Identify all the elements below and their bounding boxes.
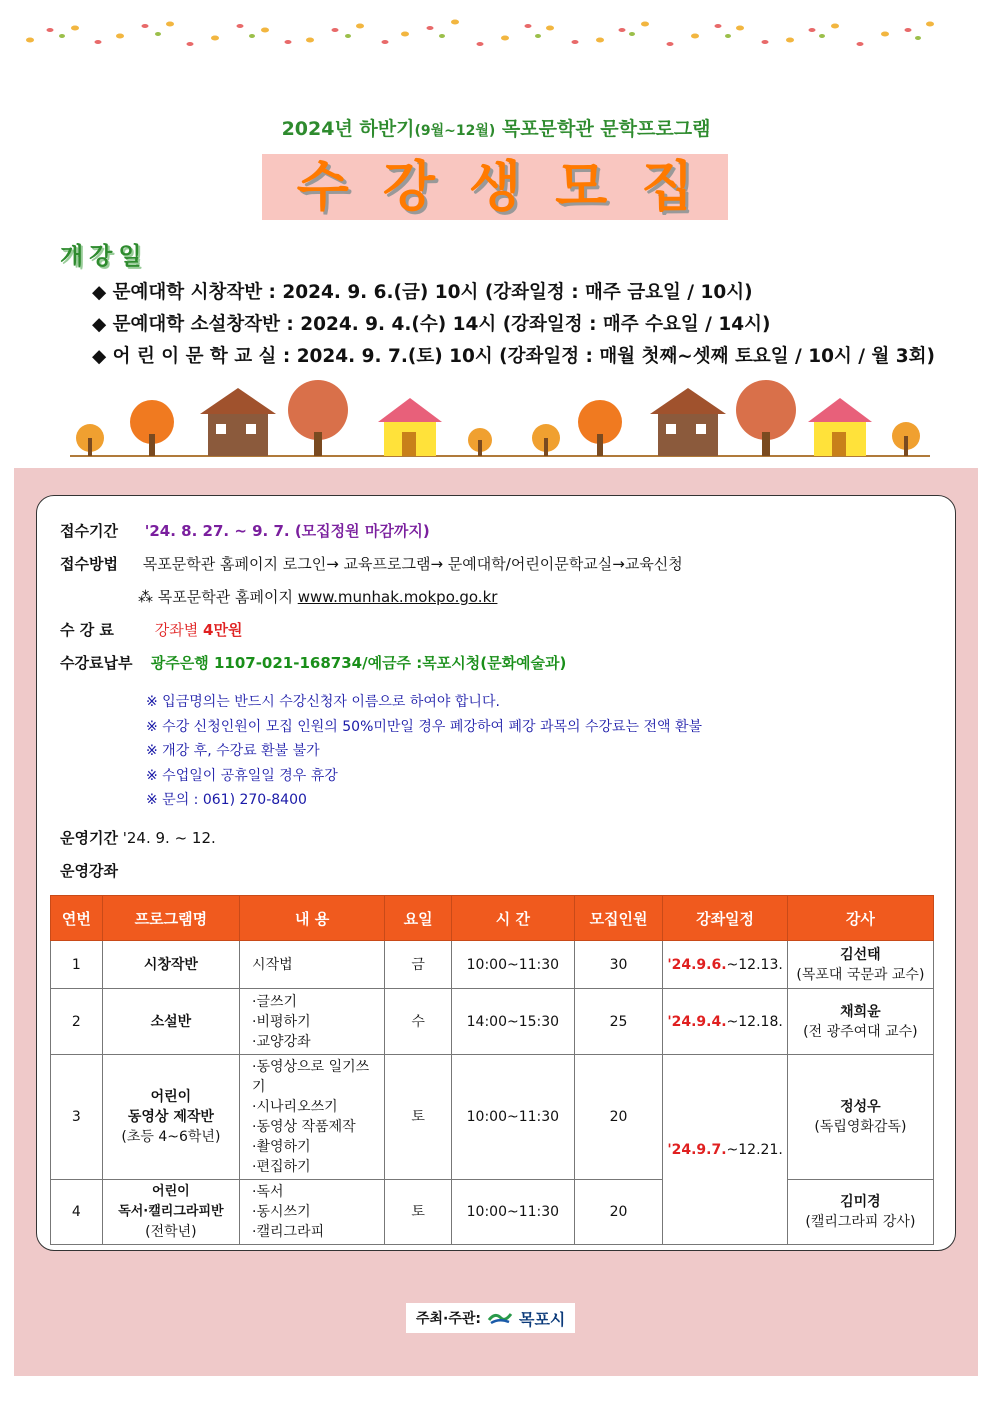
instructor-name: 김선태 bbox=[840, 946, 881, 963]
course-dates bbox=[663, 941, 787, 989]
tree-icon bbox=[76, 424, 104, 456]
class-day: 금 bbox=[385, 941, 452, 989]
tree-icon bbox=[892, 422, 920, 456]
enrollment-count: 20 bbox=[574, 1180, 663, 1245]
payment-label: 수강료납부 bbox=[60, 654, 133, 672]
program-name: 어린이 동영상 제작반 bbox=[127, 1089, 214, 1125]
course-schedule-table bbox=[50, 895, 934, 1245]
instructor bbox=[787, 941, 933, 989]
method-row bbox=[60, 553, 683, 574]
table-header-row bbox=[51, 896, 934, 941]
content-item: ·동영상으로 일기쓰기 bbox=[252, 1059, 370, 1095]
program-content bbox=[240, 1180, 385, 1245]
program-content bbox=[240, 989, 385, 1055]
program-target: (초등 4~6학년) bbox=[121, 1129, 221, 1145]
content-item: ·비평하기 bbox=[252, 1013, 311, 1030]
notice-item: ※ 문의 : 061) 270-8400 bbox=[146, 792, 307, 808]
instructor-title: (전 광주여대 교수) bbox=[803, 1023, 918, 1040]
fee-prefix: 강좌별 bbox=[154, 621, 204, 639]
column-header: 모집인원 bbox=[574, 896, 663, 941]
program-name: 소설반 bbox=[102, 989, 239, 1055]
instructor-name: 정성우 bbox=[840, 1099, 881, 1115]
tree-icon bbox=[468, 428, 492, 456]
opening-line-children: ◆ 어 린 이 문 학 교 실 : 2024. 9. 7.(토) 10시 (강좌일정 : 매월 첫째~셋째 토요일 / 10시 / 월 3회) bbox=[92, 346, 936, 367]
sponsor-box bbox=[406, 1303, 575, 1333]
row-number: 2 bbox=[51, 989, 103, 1055]
class-day: 토 bbox=[385, 1055, 452, 1180]
date-end: ~12.21. bbox=[726, 1141, 783, 1158]
period-row bbox=[60, 520, 430, 541]
page-title-text: 수강생모집 bbox=[296, 155, 728, 218]
row-number: 1 bbox=[51, 941, 103, 989]
period-value: '24. 8. 27. ~ 9. 7. (모집정원 마감까지) bbox=[144, 522, 430, 540]
period-label: 접수기간 bbox=[60, 522, 118, 540]
column-header: 연번 bbox=[51, 896, 103, 941]
class-time: 10:00~11:30 bbox=[451, 941, 574, 989]
program-subtitle bbox=[0, 114, 992, 141]
operation-value: '24. 9. ~ 12. bbox=[122, 829, 216, 847]
enrollment-count: 30 bbox=[574, 941, 663, 989]
tree-icon bbox=[288, 380, 348, 456]
class-time: 14:00~15:30 bbox=[451, 989, 574, 1055]
host-label: 주최·주관: bbox=[416, 1311, 482, 1327]
host-name: 목포시 bbox=[519, 1309, 566, 1329]
homepage-prefix: ⁂ 목포문학관 홈페이지 bbox=[138, 588, 298, 606]
program-content bbox=[240, 941, 385, 989]
tree-icon bbox=[578, 400, 622, 456]
instructor-title: (목포대 국문과 교수) bbox=[796, 966, 925, 983]
class-day: 토 bbox=[385, 1180, 452, 1245]
program-name: 어린이 독서·캘리그라피반 bbox=[118, 1184, 224, 1219]
instructor-title: (독립영화감독) bbox=[814, 1119, 907, 1135]
program-name-cell bbox=[102, 1180, 239, 1245]
enrollment-count: 20 bbox=[574, 1055, 663, 1180]
method-label: 접수방법 bbox=[60, 555, 118, 573]
instructor-name: 김미경 bbox=[840, 1194, 881, 1210]
content-item: ·독서 bbox=[252, 1184, 284, 1200]
notice-list bbox=[146, 690, 702, 813]
instructor bbox=[787, 989, 933, 1055]
page-title bbox=[262, 154, 728, 220]
fee-label: 수 강 료 bbox=[60, 621, 114, 639]
tree-icon bbox=[130, 400, 174, 456]
autumn-leaves-decoration bbox=[0, 0, 992, 60]
date-start: '24.9.6. bbox=[667, 956, 727, 973]
class-time: 10:00~11:30 bbox=[451, 1055, 574, 1180]
house-icon bbox=[650, 388, 726, 456]
date-end: ~12.18. bbox=[726, 1013, 783, 1030]
course-dates bbox=[663, 1055, 787, 1245]
notice-item: ※ 입금명의는 반드시 수강신청자 이름으로 하여야 합니다. bbox=[146, 694, 500, 710]
instructor bbox=[787, 1180, 933, 1245]
fee-value: 4만원 bbox=[203, 621, 243, 639]
subtitle-year: 2024년 하반기 bbox=[281, 118, 415, 140]
instructor bbox=[787, 1055, 933, 1180]
homepage-link[interactable]: www.munhak.mokpo.go.kr bbox=[297, 588, 498, 606]
class-day: 수 bbox=[385, 989, 452, 1055]
program-content bbox=[240, 1055, 385, 1180]
payment-value: 광주은행 1107-021-168734/예금주 :목포시청(문화예술과) bbox=[150, 654, 567, 672]
opening-line-poetry: ◆ 문예대학 시창작반 : 2024. 9. 6.(금) 10시 (강좌일정 : 매주 금요일 / 10시) bbox=[92, 282, 753, 303]
column-header: 프로그램명 bbox=[102, 896, 239, 941]
courses-label: 운영강좌 bbox=[60, 862, 118, 880]
subtitle-program: 목포문학관 문학프로그램 bbox=[501, 118, 711, 140]
program-name-cell bbox=[102, 1055, 239, 1180]
row-number: 4 bbox=[51, 1180, 103, 1245]
method-value: 목포문학관 홈페이지 로그인→ 교육프로그램→ 문예대학/어린이문학교실→교육신청 bbox=[142, 555, 683, 573]
homepage-row bbox=[138, 586, 497, 607]
content-item: ·교양강좌 bbox=[252, 1033, 311, 1050]
date-start: '24.9.4. bbox=[667, 1013, 727, 1030]
row-number: 3 bbox=[51, 1055, 103, 1180]
column-header: 내 용 bbox=[240, 896, 385, 941]
column-header: 요일 bbox=[385, 896, 452, 941]
mokpo-logo-icon bbox=[487, 1310, 513, 1326]
payment-row bbox=[60, 652, 566, 673]
house-icon bbox=[378, 398, 442, 456]
class-time: 10:00~11:30 bbox=[451, 1180, 574, 1245]
content-item: 시작법 bbox=[252, 956, 293, 973]
notice-item: ※ 개강 후, 수강료 환불 불가 bbox=[146, 743, 320, 759]
content-item: ·캘리그라피 bbox=[252, 1224, 325, 1240]
column-header: 강좌일정 bbox=[663, 896, 787, 941]
notice-item: ※ 수업일이 공휴일일 경우 휴강 bbox=[146, 767, 338, 784]
column-header: 강사 bbox=[787, 896, 933, 941]
content-item: ·편집하기 bbox=[252, 1159, 311, 1175]
instructor-title: (캘리그라피 강사) bbox=[805, 1214, 916, 1230]
opening-line-novel: ◆ 문예대학 소설창작반 : 2024. 9. 4.(수) 14시 (강좌일정 : 매주 수요일 / 14시) bbox=[92, 314, 771, 335]
content-item: ·동영상 작품제작 bbox=[252, 1119, 356, 1135]
date-start: '24.9.7. bbox=[667, 1141, 727, 1158]
date-end: ~12.13. bbox=[726, 956, 783, 973]
column-header: 시 간 bbox=[451, 896, 574, 941]
content-item: ·시나리오쓰기 bbox=[252, 1099, 338, 1115]
course-dates bbox=[663, 989, 787, 1055]
courses-row bbox=[60, 860, 118, 881]
operation-row bbox=[60, 827, 216, 848]
village-illustration bbox=[60, 376, 940, 462]
subtitle-months: (9월~12월) bbox=[414, 123, 496, 139]
content-item: ·글쓰기 bbox=[252, 993, 298, 1010]
table-row bbox=[51, 941, 934, 989]
notice-item: ※ 수강 신청인원이 모집 인원의 50%미만일 경우 폐강하여 폐강 과목의 수강료는 전액 환불 bbox=[146, 718, 703, 735]
content-item: ·동시쓰기 bbox=[252, 1204, 311, 1220]
operation-label: 운영기간 bbox=[60, 829, 118, 847]
program-name: 시창작반 bbox=[102, 941, 239, 989]
house-icon bbox=[808, 398, 872, 456]
tree-icon bbox=[736, 380, 796, 456]
content-item: ·촬영하기 bbox=[252, 1139, 311, 1155]
house-icon bbox=[200, 388, 276, 456]
instructor-name: 채희윤 bbox=[840, 1003, 881, 1020]
fee-row bbox=[60, 619, 242, 640]
enrollment-count: 25 bbox=[574, 989, 663, 1055]
tree-icon bbox=[532, 424, 560, 456]
table-row bbox=[51, 989, 934, 1055]
opening-heading: 개강일 bbox=[60, 242, 148, 270]
table-row bbox=[51, 1055, 934, 1180]
table-row bbox=[51, 1180, 934, 1245]
program-target: (전학년) bbox=[145, 1224, 197, 1240]
